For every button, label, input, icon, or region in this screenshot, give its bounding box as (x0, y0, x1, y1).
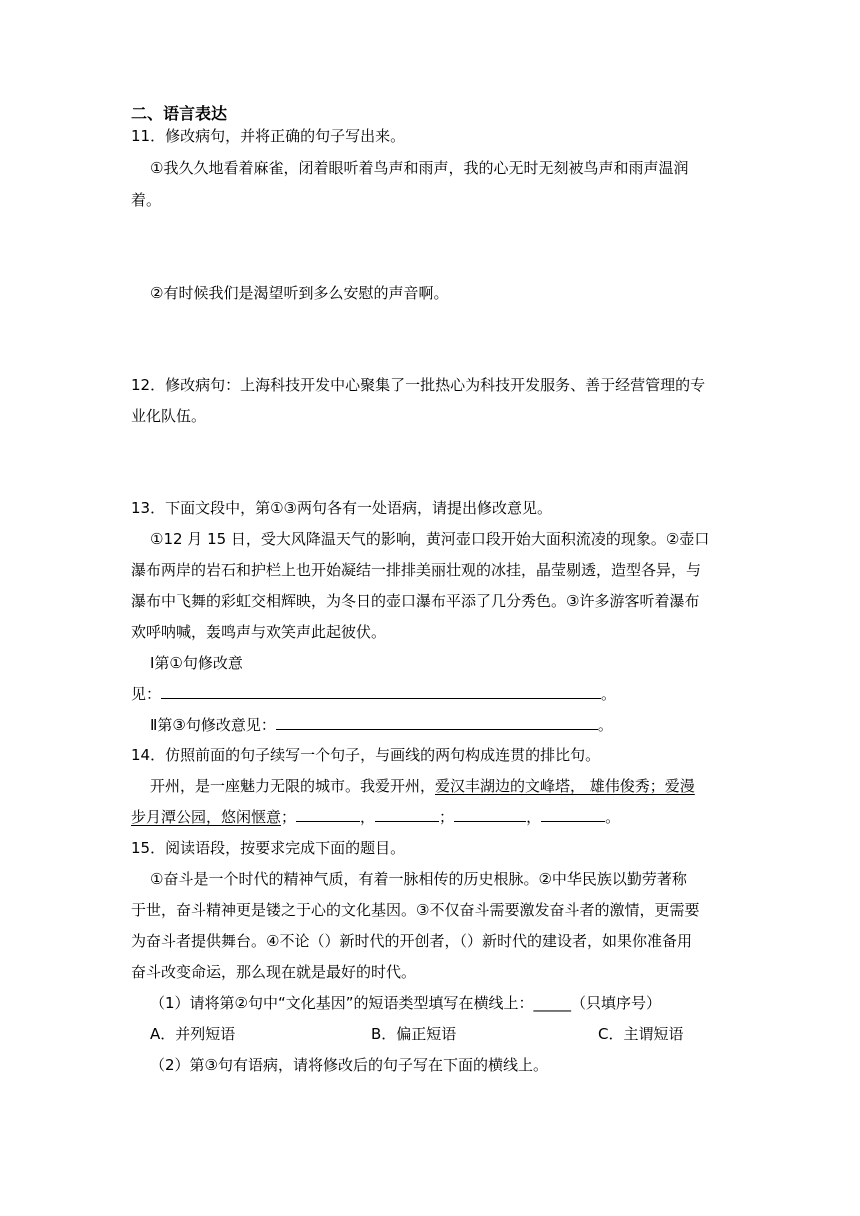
q14-blank-4[interactable] (541, 807, 605, 822)
q14-line-1-underlined: 爱汉丰湖边的文峰塔， 雄伟俊秀；爱漫 (435, 777, 695, 795)
q15-sub-question-1: （1）请将第②句中“文化基因”的短语类型填写在横线上：_____（只填序号） (150, 994, 662, 1012)
q15-sub-question-2: （2）第③句有语病，请将修改后的句子写在下面的横线上。 (150, 1056, 548, 1074)
q13-paragraph-line-3: 瀑布中飞舞的彩虹交相辉映，为冬日的壶口瀑布平添了几分秀色。③许多游客听着瀑布 (131, 592, 700, 610)
q15-paragraph-line-2: 于世，奋斗精神更是镂之于心的文化基因。③不仅奋斗需要激发奋斗者的激情，更需要 (131, 901, 700, 919)
q13-item-i-label: Ⅰ第①句修改意 (150, 654, 243, 672)
q14-comma-1: ， (360, 808, 376, 826)
q13-paragraph-line-4: 欢呼呐喊，轰鸣声与欢笑声此起彼伏。 (131, 623, 387, 641)
q13-stem: 13．下面文段中，第①③两句各有一处语病，请提出修改意见。 (131, 499, 552, 517)
q14-sep-2: ； (439, 808, 455, 826)
q15-option-c: C．主谓短语 (598, 1025, 684, 1043)
q14-line-1 (150, 776, 695, 796)
q14-stem: 14．仿照前面的句子续写一个句子，与画线的两句构成连贯的排比句。 (131, 746, 601, 764)
q13-paragraph-line-1: ①12 月 15 日，受大风降温天气的影响，黄河壶口段开始大面积流凌的现象。②壶口 (150, 530, 710, 548)
q15-stem: 15．阅读语段，按要求完成下面的题目。 (131, 839, 406, 857)
q13-item-ii-label: Ⅱ第③句修改意见： (150, 716, 276, 734)
q14-blank-1[interactable] (296, 807, 360, 822)
q13-item-ii-end: 。 (597, 716, 613, 734)
q15-option-a: A．并列短语 (150, 1025, 236, 1043)
q14-line-1-plain: 开州，是一座魅力无限的城市。我爱开州， (150, 777, 436, 795)
q14-line-2-underlined: 步月潭公园，悠闲惬意 (131, 808, 282, 826)
q13-paragraph-line-2: 瀑布两岸的岩石和护栏上也开始凝结一排排美丽壮观的冰挂，晶莹剔透，造型各异，与 (131, 561, 702, 579)
q12-line-1: 12．修改病句：上海科技开发中心聚集了一批热心为科技开发服务、善于经营管理的专 (131, 376, 706, 394)
q14-comma-2: ， (526, 808, 542, 826)
q13-item-i-answer-line (131, 684, 616, 704)
q13-item-i-cont: 见： (131, 685, 162, 703)
q13-item-i-blank[interactable] (161, 684, 601, 699)
q12-line-2: 业化队伍。 (131, 407, 207, 425)
q13-item-ii-blank[interactable] (276, 715, 598, 730)
q11-sentence-1-line-2: 着。 (131, 191, 162, 209)
q15-paragraph-line-4: 奋斗改变命运，那么现在就是最好的时代。 (131, 963, 417, 981)
q11-stem: 11．修改病句，并将正确的句子写出来。 (131, 127, 406, 145)
q15-option-b: B．偏正短语 (371, 1025, 457, 1043)
q14-sep-1: ； (281, 808, 297, 826)
q11-sentence-2: ②有时候我们是渴望听到多么安慰的声音啊。 (150, 284, 449, 302)
q15-paragraph-line-3: 为奋斗者提供舞台。④不论（）新时代的开创者，（）新时代的建设者，如果你准备用 (131, 932, 692, 950)
section-title: 二、语言表达 (131, 104, 228, 123)
q14-blank-2[interactable] (375, 807, 439, 822)
q11-sentence-1-line-1: ①我久久地看着麻雀，闭着眼听着鸟声和雨声，我的心无时无刻被鸟声和雨声温润 (150, 159, 689, 177)
q14-end: 。 (605, 808, 621, 826)
q13-item-ii-answer-line (150, 715, 613, 735)
q13-item-i-end: 。 (601, 685, 617, 703)
q14-blank-3[interactable] (454, 807, 526, 822)
q15-paragraph-line-1: ①奋斗是一个时代的精神气质，有着一脉相传的历史根脉。②中华民族以勤劳著称 (150, 870, 687, 888)
q14-line-2 (131, 807, 620, 827)
